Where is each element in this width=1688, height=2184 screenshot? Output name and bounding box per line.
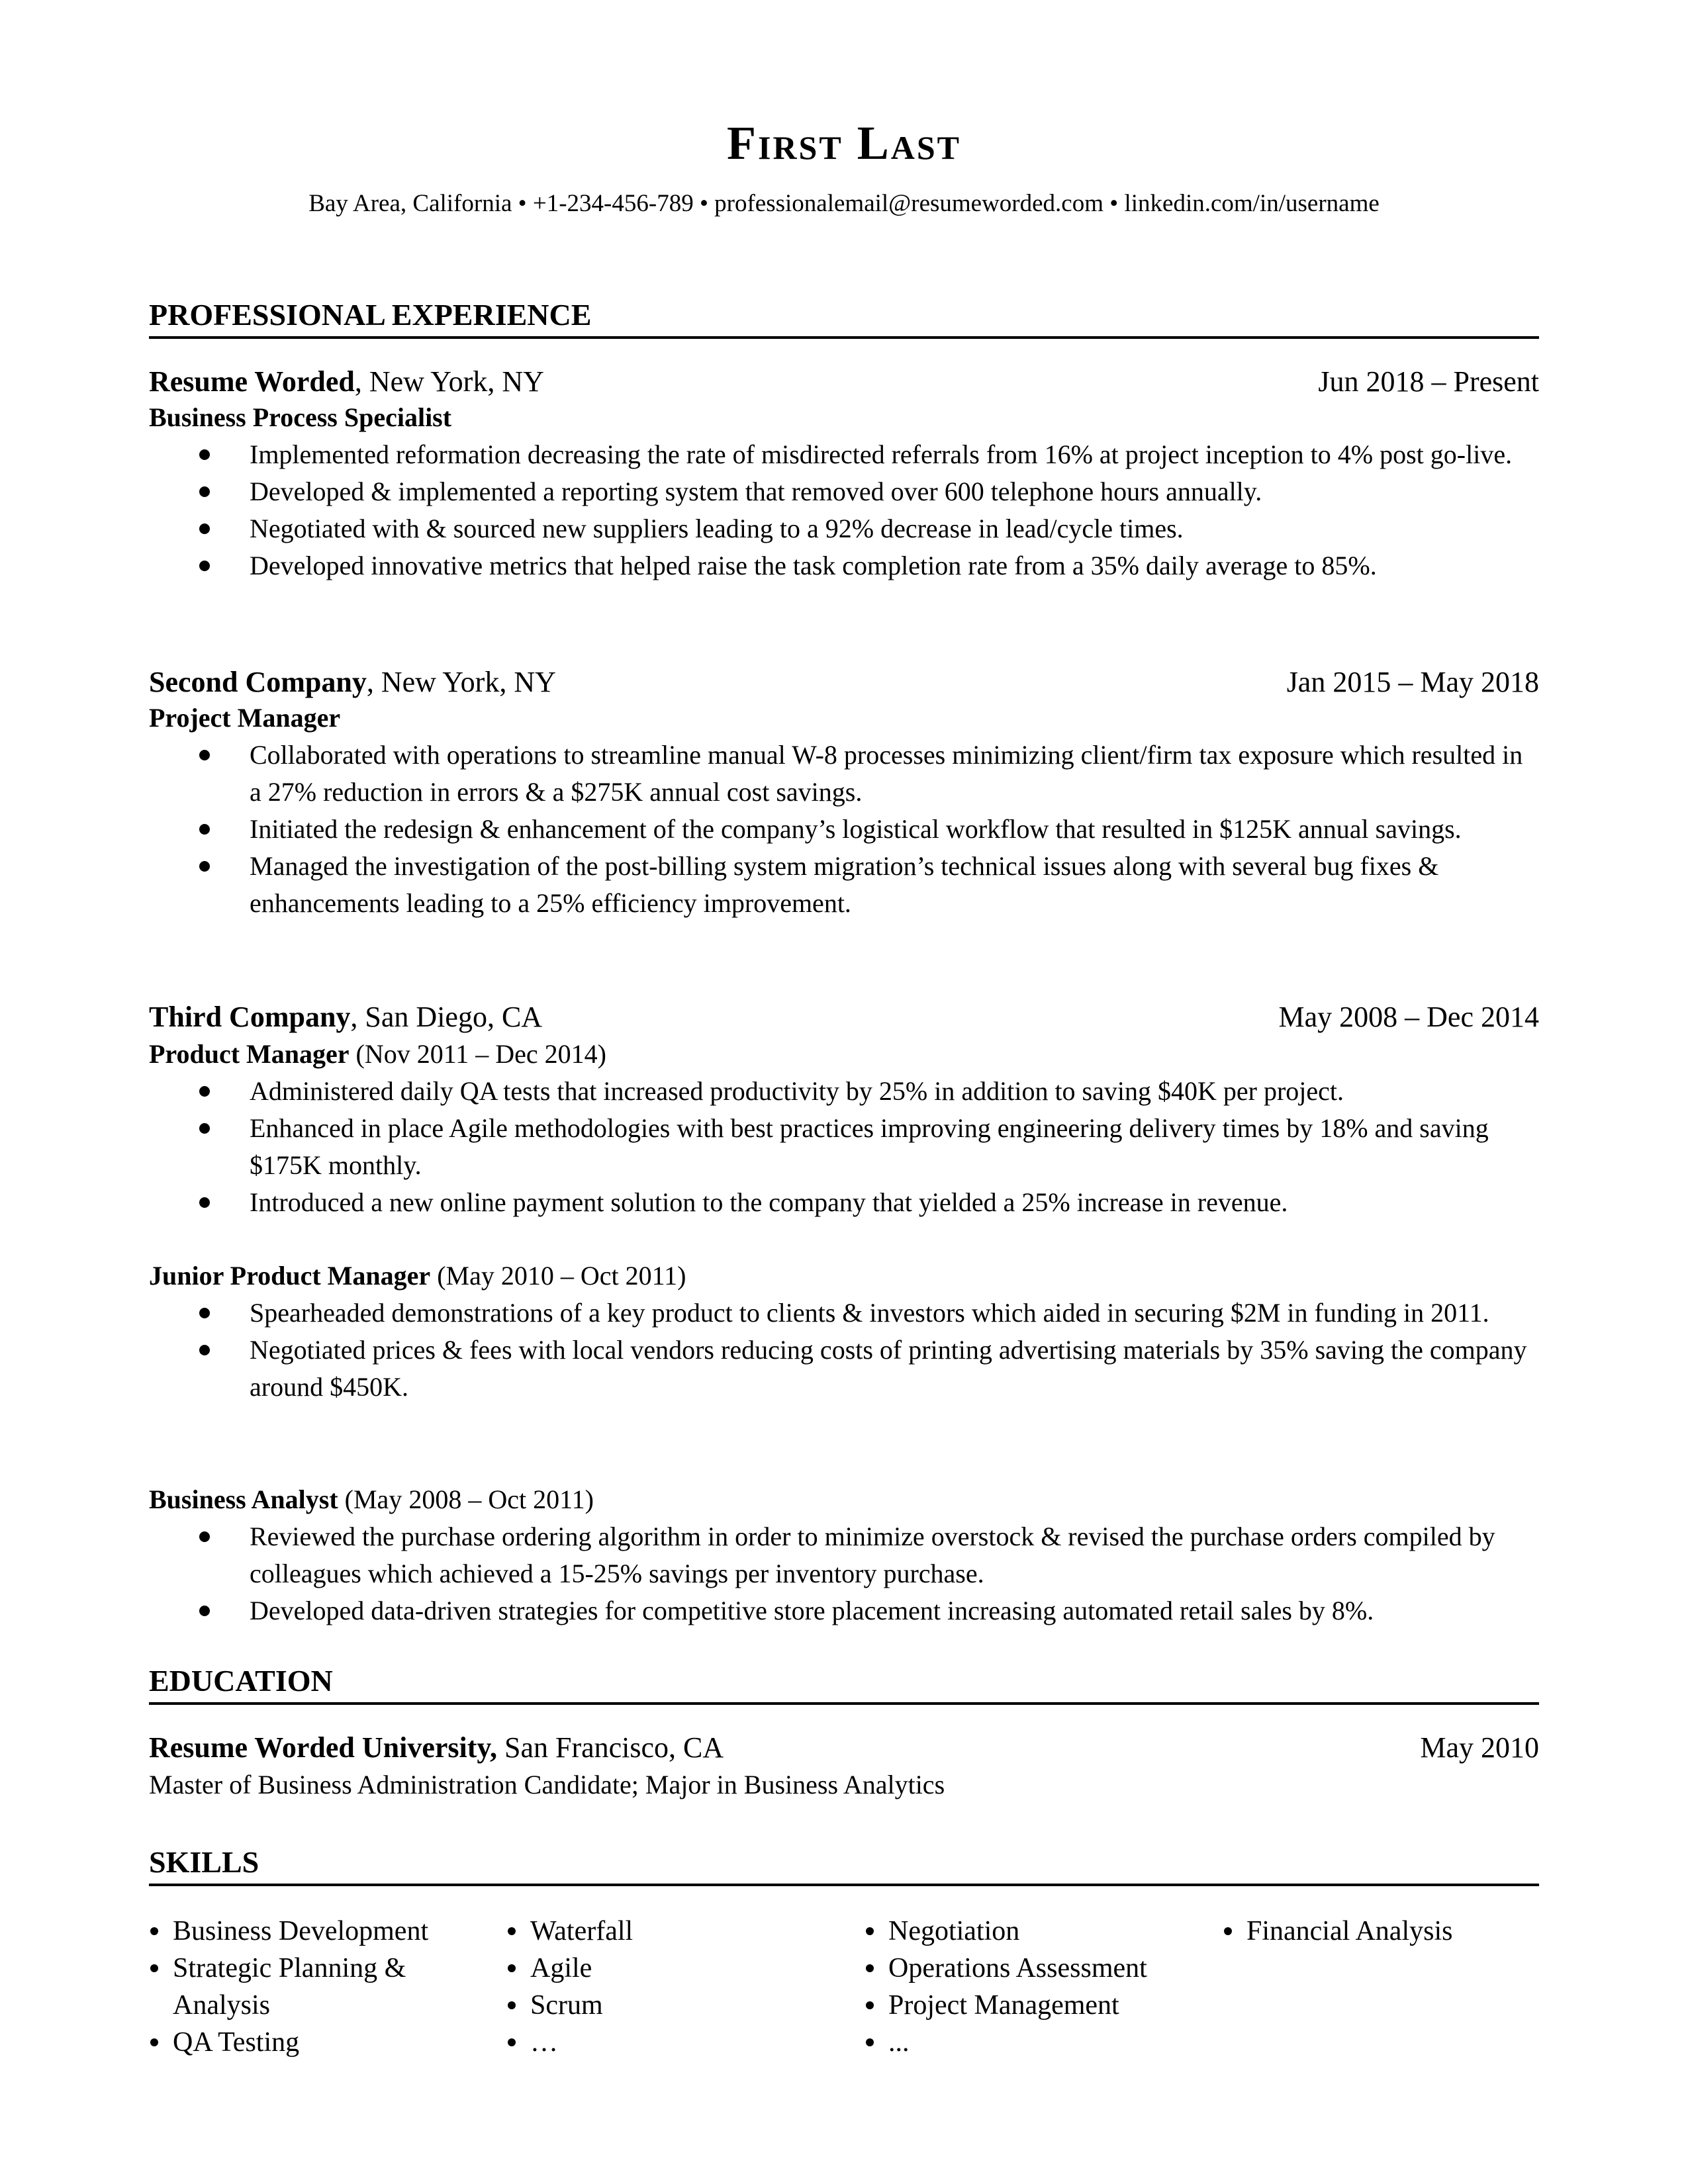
job-dates: May 2008 – Dec 2014 [1278, 1001, 1539, 1033]
bullet-icon [199, 1531, 210, 1542]
bullet-icon [508, 2038, 516, 2046]
job-company-line [149, 363, 544, 400]
bullet-item: Managed the investigation of the post-billing system migration’s technical issues along with several bug fixes & enhancements leading to a 25% efficiency improvement. [149, 848, 1539, 922]
skill-item: Financial Analysis [1223, 1913, 1534, 1950]
bullet-icon [199, 1197, 210, 1208]
skill-item: Agile [506, 1950, 837, 1987]
job-bullets [149, 737, 1539, 922]
role-title-line [149, 1481, 1539, 1518]
role-title: Product Manager [149, 1039, 350, 1069]
bullet-icon [150, 1927, 158, 1935]
bullet-icon [199, 861, 210, 872]
bullet-item: Spearheaded demonstrations of a key product to clients & investors which aided in securing $2M in funding in 2011. [149, 1295, 1539, 1332]
bullet-icon [150, 2038, 158, 2046]
job-header [149, 664, 1539, 701]
job-title: Project Manager [149, 703, 341, 733]
bullet-icon [199, 1345, 210, 1355]
bullet-item: Enhanced in place Agile methodologies with best practices improving engineering delivery times by 18% and saving $175K monthly. [149, 1110, 1539, 1184]
role-title-line [149, 1257, 1539, 1295]
bullet-icon [199, 750, 210, 760]
skill-item: Scrum [506, 1987, 837, 2024]
bullet-icon [150, 1964, 158, 1972]
bullet-item: Negotiated prices & fees with local vendors reducing costs of printing advertising materials by 35% saving the company around $450K. [149, 1332, 1539, 1406]
bullet-icon [199, 449, 210, 460]
skills-column [506, 1913, 837, 2061]
skills-column [865, 1913, 1196, 2061]
role-bullets [149, 1073, 1539, 1221]
role-period: (May 2008 – Oct 2011) [338, 1484, 594, 1514]
bullet-icon [199, 824, 210, 835]
skill-item: Waterfall [506, 1913, 837, 1950]
bullet-icon [199, 486, 210, 497]
contact-line: Bay Area, California • +1-234-456-789 • professionalemail@resumeworded.com • linkedin.com/in/username [308, 190, 1380, 217]
education-header [149, 1729, 1539, 1766]
company-name: Second Company [149, 666, 367, 698]
company-location: , New York, NY [354, 365, 544, 398]
bullet-icon [508, 1927, 516, 1935]
education-heading: EDUCATION [149, 1662, 1539, 1705]
job-header [149, 363, 1539, 400]
bullet-icon [866, 1964, 874, 1972]
bullet-icon [199, 1086, 210, 1097]
bullet-icon [866, 2038, 874, 2046]
job-bullets [149, 436, 1539, 584]
skill-item: Business Development [149, 1913, 460, 1950]
skills-heading: SKILLS [149, 1844, 1539, 1886]
bullet-icon [866, 2001, 874, 2009]
bullet-item: Developed data-driven strategies for competitive store placement increasing automated retail sales by 8%. [149, 1592, 1539, 1629]
job-dates: Jan 2015 – May 2018 [1286, 666, 1539, 698]
company-name: Third Company [149, 1001, 351, 1033]
job-company-line [149, 999, 542, 1036]
job-title: Business Process Specialist [149, 402, 452, 432]
degree: Master of Business Administration Candidate; Major in Business Analytics [149, 1770, 945, 1799]
bullet-item: Implemented reformation decreasing the rate of misdirected referrals from 16% at project inception to 4% post go-live. [149, 436, 1539, 473]
role-period: (Nov 2011 – Dec 2014) [349, 1039, 606, 1069]
job-title-line [149, 700, 1539, 737]
bullet-item: Introduced a new online payment solution to the company that yielded a 25% increase in revenue. [149, 1184, 1539, 1221]
job-title-line [149, 399, 1539, 436]
bullet-icon [508, 1964, 516, 1972]
bullet-item: Negotiated with & sourced new suppliers leading to a 92% decrease in lead/cycle times. [149, 510, 1539, 547]
bullet-icon [199, 561, 210, 571]
bullet-icon [199, 523, 210, 534]
company-location: , New York, NY [366, 666, 556, 698]
experience-heading: PROFESSIONAL EXPERIENCE [149, 296, 1539, 339]
job-header [149, 999, 1539, 1036]
role-title: Junior Product Manager [149, 1261, 431, 1291]
school-location: San Francisco, CA [496, 1731, 724, 1764]
skills-column [1223, 1913, 1534, 1950]
role-bullets [149, 1295, 1539, 1406]
skill-item: … [506, 2024, 837, 2061]
degree-line [149, 1766, 1539, 1803]
bullet-item: Developed & implemented a reporting system that removed over 600 telephone hours annually. [149, 473, 1539, 510]
bullet-icon [199, 1606, 210, 1616]
skills-grid [149, 1913, 1539, 2071]
skill-item: QA Testing [149, 2024, 460, 2061]
bullet-item: Collaborated with operations to streamline manual W-8 processes minimizing client/firm tax exposure which resulted in a 27% reduction in errors & a $275K annual cost savings. [149, 737, 1539, 811]
bullet-icon [866, 1927, 874, 1935]
bullet-item: Developed innovative metrics that helped raise the task completion rate from a 35% daily average to 85%. [149, 547, 1539, 584]
skill-item: Strategic Planning & Analysis [149, 1950, 460, 2024]
skills-column [149, 1913, 460, 2061]
bullet-icon [508, 2001, 516, 2009]
candidate-name: First Last [727, 116, 961, 169]
bullet-icon [199, 1123, 210, 1134]
job-company-line [149, 664, 556, 701]
company-location: , San Diego, CA [350, 1001, 543, 1033]
role-period: (May 2010 – Oct 2011) [430, 1261, 686, 1291]
job-dates: Jun 2018 – Present [1318, 365, 1539, 398]
skill-item: Operations Assessment [865, 1950, 1196, 1987]
role-title: Business Analyst [149, 1484, 338, 1514]
bullet-icon [1224, 1927, 1232, 1935]
skill-item: Project Management [865, 1987, 1196, 2024]
bullet-item: Administered daily QA tests that increased productivity by 25% in addition to saving $40K per project. [149, 1073, 1539, 1110]
bullet-item: Reviewed the purchase ordering algorithm in order to minimize overstock & revised the purchase orders compiled by colleagues which achieved a 15-25% savings per inventory purchase. [149, 1518, 1539, 1592]
role-title-line [149, 1036, 1539, 1073]
education-date: May 2010 [1420, 1731, 1539, 1764]
school-name: Resume Worded University, [149, 1731, 497, 1764]
role-bullets [149, 1518, 1539, 1629]
skill-item: ... [865, 2024, 1196, 2061]
skill-item: Negotiation [865, 1913, 1196, 1950]
bullet-item: Initiated the redesign & enhancement of the company’s logistical workflow that resulted in $125K annual savings. [149, 811, 1539, 848]
bullet-icon [199, 1308, 210, 1318]
company-name: Resume Worded [149, 365, 355, 398]
